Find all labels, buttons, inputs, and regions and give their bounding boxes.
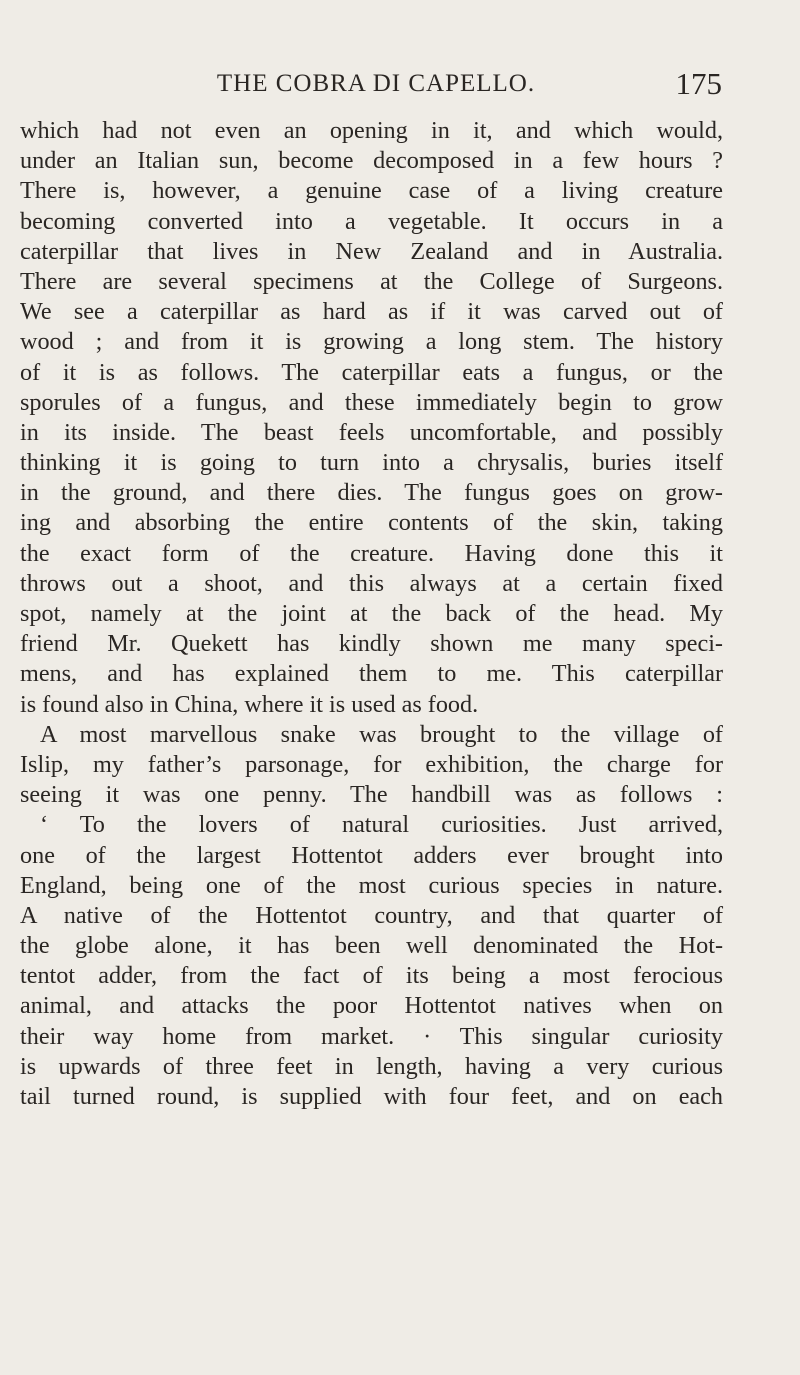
text-line: throws out a shoot, and this always at a certain fixed: [20, 569, 723, 597]
text-line: wood ; and from it is growing a long stem. The history: [20, 328, 723, 356]
text-line: tentot adder, from the fact of its being a most ferocious: [20, 962, 723, 990]
text-line: Islip, my father’s parsonage, for exhibition, the charge for: [20, 750, 723, 778]
text-line: A most marvellous snake was brought to the village of: [40, 720, 723, 748]
text-line: friend Mr. Quekett has kindly shown me many speci-: [20, 630, 723, 658]
text-line: in its inside. The beast feels uncomfortable, and possibly: [20, 418, 723, 446]
page-number: 175: [675, 66, 722, 101]
body-text: [20, 116, 723, 1112]
text-line: is found also in China, where it is used as food.: [20, 690, 479, 718]
text-line: becoming converted into a vegetable. It occurs in a: [20, 207, 723, 235]
text-line: caterpillar that lives in New Zealand and in Australia.: [20, 237, 723, 265]
text-line: the exact form of the creature. Having done this it: [20, 539, 723, 567]
text-line: A native of the Hottentot country, and that quarter of: [20, 901, 723, 929]
text-line: We see a caterpillar as hard as if it was carved out of: [20, 298, 723, 326]
text-line: ing and absorbing the entire contents of the skin, taking: [20, 509, 723, 537]
text-line: is upwards of three feet in length, having a very curious: [20, 1052, 723, 1080]
text-line: in the ground, and there dies. The fungus goes on grow-: [20, 479, 723, 507]
text-line: one of the largest Hottentot adders ever brought into: [20, 841, 723, 869]
text-line: sporules of a fungus, and these immediately begin to grow: [20, 388, 723, 416]
text-line: mens, and has explained them to me. This caterpillar: [20, 660, 723, 688]
text-line: England, being one of the most curious species in nature.: [20, 871, 723, 899]
text-line: There is, however, a genuine case of a living creature: [20, 177, 723, 205]
text-line: the globe alone, it has been well denominated the Hot-: [20, 932, 723, 960]
running-title: THE COBRA DI CAPELLO.: [216, 70, 536, 97]
text-line: There are several specimens at the College of Surgeons.: [20, 267, 723, 295]
text-line: seeing it was one penny. The handbill was as follows :: [20, 781, 723, 809]
page-header: [18, 64, 722, 104]
text-line: which had not even an opening in it, and which would,: [20, 117, 723, 144]
text-line: thinking it is going to turn into a chrysalis, buries itself: [20, 449, 723, 477]
text-line: animal, and attacks the poor Hottentot natives when on: [20, 992, 723, 1020]
text-line: their way home from market. · This singular curiosity: [20, 1022, 723, 1050]
text-line: under an Italian sun, become decomposed in a few hours ?: [20, 147, 723, 175]
text-line: ‘ To the lovers of natural curiosities. Just arrived,: [40, 811, 723, 839]
text-line: spot, namely at the joint at the back of the head. My: [20, 600, 723, 627]
text-line: tail turned round, is supplied with four feet, and on each: [20, 1083, 723, 1110]
text-line: of it is as follows. The caterpillar eats a fungus, or the: [20, 358, 723, 386]
